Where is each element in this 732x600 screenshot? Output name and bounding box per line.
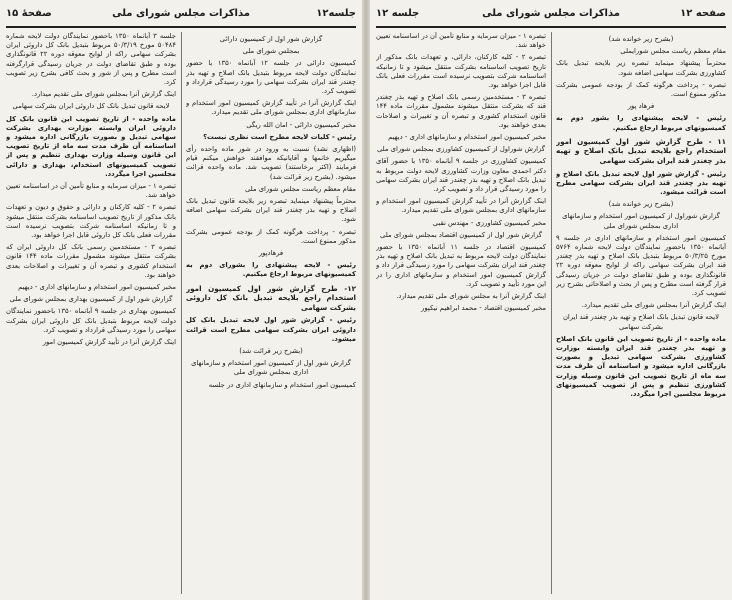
column-divider [551,32,552,594]
left-page [0,0,362,600]
paragraph: گزارش شور اول از کمیسیون امور استخدام و سازمانهای اداری بمجلس شورای ملی [191,359,351,377]
paragraph: گزارش شوراول از کمیسیون کشاورزی بمجلس شورای ملی [376,145,546,154]
paragraph: (بشرح زیر خوانده شد) [608,200,674,209]
header-page-number: صفحه ۱۲ [680,8,726,19]
header-title: مذاکرات مجلس شورای ملی [112,8,250,19]
paragraph: رئیس - لایحه پیشنهادی را بشورای دوم به کمیسیونهای مربوط ارجاع میکنیم. [186,261,356,279]
paragraph: محترماً پیشنهاد مینماید تبصره زیر بلایحه قانون تبدیل بانک اصلاح و تهیه بذر چغندر قند ایران بشرکت سهامی اضافه شود. [186,197,356,224]
paragraph: مقام معظم ریاست مجلس شورای ملی [245,184,356,193]
paragraph: گزارش شور اول از کمیسیون دارائی [219,35,323,43]
paragraph: رئیس - کلیات لایحه مطرح است نظری نیست؟ [203,132,356,141]
paragraph: ماده واحده - از تاریخ تصویب این قانون بانک کل داروئی ایران وابسته بوزارت بهداری بشرکت سهامی تبدیل و بصورت بازرگانی اداره میشود و اساسنامه آن ظرف مدت سه ماه از تاریخ تصویب این قانون وسیله وزارت بهداری تنظیم و پس از تصویب کمیسیونهای استخدام، بهداری و دارائی مجلسین اجرا میگردد. [6,114,176,178]
paragraph: فرهادپور [258,249,284,258]
header-title: مذاکرات مجلس شورای ملی [482,8,620,19]
paragraph: کمیسیون امور استخدام و سازمانهای اداری در جلسه [208,380,356,389]
paragraph: مخبر کمیسیون کشاورزی - مهندس نقبی [432,218,546,227]
paragraph: فرهاد پور [627,102,655,111]
section-heading: ۱۲- طرح گزارش شور اول کمیسیون امور استخدام راجع بلایحه تبدیل بانک کل داروئی بشرکت سهامی [186,283,356,312]
paragraph: (بشرح زیر خوانده شد) [608,35,674,43]
paragraph: لایحه قانون تبدیل بانک کل داروئی ایران بشرکت سهامی [12,102,170,111]
paragraph: تبصره - پرداخت هرگونه کمک از بودجه عمومی بشرکت مذکور ممنوع است. [186,227,356,245]
paragraph: اینک گزارش آنرا به مجلس شورای ملی تقدیم میدارد. [396,292,546,301]
paragraph: مقام معظم ریاست مجلس شورایملی [620,47,726,56]
paragraph: جلسه ۳ آبانماه ۱۳۵۰ باحضور نمایندگان دولت لایحه شماره ۵۰۴۸۴ مورخ ۵۰/۳/۱۹ مربوط بتبدیل بانک کل داروئی ایران بشرکت سهامی راکه از لوایح معوقه دوره ۲۲ قانونگذاری بوده و طبق تقاضای دولت در جریان رسیدگی قرارگرفته است مطرح و پس از شور و بحث کافی بشرح زیر تصویب کرد. [6,32,176,87]
text-column-left [6,32,176,596]
paragraph: تبصره ۱ - میزان سرمایه و منابع تأمین آن در اساسنامه تعیین خواهد شد. [376,32,546,50]
paragraph: اینک گزارش آنرا بمجلس شورای ملی تقدیم میدارد. [581,301,726,310]
book-gutter [362,0,370,600]
text-column-right [186,32,356,596]
paragraph: مخبر کمیسیون دارائی - امان الله ریگی [246,120,356,129]
paragraph: رئیس - گزارش شور اول لایحه تبدیل بانک کل داروئی ایران بشرکت سهامی مطرح است قرائت میشود. [186,316,356,343]
text-column-left [376,32,546,596]
paragraph: محترماً پیشنهاد مینماید تبصره زیر بلایحه تبدیل بانک کشاورزی بشرکت سهامی اضافه شود. [556,59,726,77]
paragraph: تبصره ۱ - میزان سرمایه و منابع تأمین آن در اساسنامه تعیین خواهد شد. [6,182,176,200]
paragraph: مخبر کمیسیون امور استخدام و سازمانهای اداری - دیهیم [18,283,176,292]
page-header [376,6,726,24]
paragraph: لایحه قانون تبدیل بانک اصلاح و تهیه بذر چغندر قند ایران بشرکت سهامی [562,313,720,331]
right-page [370,0,732,600]
paragraph: ماده واحده - از تاریخ تصویب این قانون بانک اصلاح و تهیه بذر چغندر قند ایران وابسته بوزارت کشاورزی بشرکت سهامی تبدیل و بصورت بازرگانی اداره میشود و اساسنامه آن ظرف مدت سه ماه از تاریخ تصویب این قانون وسیله وزارت کشاورزی تنظیم و پس از تصویب کمیسیونهای مربوط مجلسین اجرا میگردد. [556,334,726,399]
column-divider [181,32,182,594]
paragraph: اینک گزارش آنرا در تأیید گزارش کمیسیون امور [42,338,176,347]
header-session: جلسه ۱۲ [376,8,420,19]
section-heading: ۱۱ - طرح گزارش شور اول کمیسیون امور استخدام راجع بلایحه تبدیل بانک اصلاح و تهیه بذر چغندر قند ایران بشرکت سهامی [556,136,726,166]
paragraph: گزارش شور اول از کمیسیون اقتصاد بمجلس شورای ملی [380,230,542,239]
paragraph: تبصره - پرداخت هرگونه کمک از بودجه عمومی بشرکت مذکور ممنوع است. [556,80,726,99]
paragraph: رئیس - لایحه پیشنهادی را بشور دوم به کمیسیونهای مربوط ارجاع میکنیم. [556,114,726,132]
paragraph: کمیسیون دارائی در جلسه ۱۲ آبانماه ۱۳۵۰ با حضور نمایندگان دولت لایحه مربوط بتبدیل بانک اصلاح و تهیه بذر چغندر قند ایران بشرکت سهامی را مورد رسیدگی قرارداد و تصویب کرد. [186,59,356,96]
paragraph: مخبر کمیسیون اقتصاد - محمد ابراهیم نیکپور [421,304,546,313]
paragraph: کمیسیون بهداری در جلسه ۹ آبانماه ۱۳۵۰ باحضور نمایندگان دولت لایحه مربوط بتبدیل بانک کل داروئی ایران بشرکت سهامی را مورد رسیدگی قرارداد و تصویب کرد. [6,307,176,334]
paragraph: (بشرح زیر قرائت شد) [239,347,303,356]
paragraph: مخبر کمیسیون امور استخدام و سازمانهای اداری - دیهیم [388,133,546,142]
paragraph: (اظهاری نشد) نسبت به ورود در شور ماده واحده رأی میگیریم خانمها و آقایانیکه موافقند خواهش میکنم قیام فرمایند (اکثر برخاستند) تصویب شد. ماده واحده قرائت میشود. (بشرح زیر قرائت شد) [186,145,356,181]
header-rule [6,26,356,28]
paragraph: کمیسیون کشاورزی در جلسه ۹ آبانماه ۱۳۵۰ با حضور آقای دکتر احمدی معاون وزارت کشاورزی لایحه دولت مربوط به تبدیل بانک اصلاح و تهیه بذر چغندر قند ایران بشرکت سهامی را مورد رسیدگی قرار داد و تصویب کرد. [376,157,546,194]
paragraph: اینک گزارش آنرا در تأیید گزارش کمیسیون امور استخدام و سازمانهای اداری بمجلس شورای ملی تقدیم میدارد. [376,197,546,215]
page-header [6,6,356,24]
paragraph: کمیسیون اقتصاد در جلسه ۱۱ آبانماه ۱۳۵۰ با حضور نمایندگان دولت لایحه مربوط به تبدیل بانک اصلاح و تهیه بذر چغندر قند ایران بشرکت سهامی را مورد رسیدگی قرار داد و گزارش کمیسیون امور استخدام و سازمانهای اداری را در این مورد تأیید و تصویب کرد. [376,243,546,288]
paragraph: گزارش شوراول از کمیسیون امور استخدام و سازمانهای اداری بمجلس شورای ملی [562,212,720,230]
paragraph: رئیس - گزارش شور اول لایحه تبدیل بانک اصلاح و تهیه بذر چغندر قند ایران بشرکت سهامی مطرح است قرائت میشود. [556,169,726,197]
paragraph: بمجلس شورای ملی [242,47,300,56]
paragraph: تبصره ۳ - مستخدمین رسمی بانک اصلاح و تهیه بذر چغندر قند که بشرکت منتقل میشوند مشمول مقررات ماده ۱۴۴ قانون استخدام کشوری و تبصره آن و تغییرات و اصلاحات بعدی خواهند بود. [376,93,546,129]
header-page-number: صفحهٔ ۱۵ [6,8,52,19]
paragraph: اینک گزارش آنرا بمجلس شورای ملی تقدیم میدارد. [31,90,176,99]
paragraph: کمیسیون امور استخدام و سازمانهای اداری در جلسه ۹ آبانماه ۱۳۵۰ باحضور نمایندگان دولت لایحه شماره ۵۷۶۴ مورخ ۵۰/۳/۲۵ مربوط بتبدیل بانک اصلاح و تهیه بذر چغندر قند ایران بشرکت سهامی راکه از لوایح معوقه دوره ۲۲ قانونگذاری بوده و طبق تقاضای دولت در جریان رسیدگی قرار گرفته است مطرح و پس از بحث و اصلاحاتی بشرح زیر تصویب کرد. [556,233,726,298]
text-column-right [556,32,726,596]
paragraph: تبصره ۲ - کلیه کارکنان و دارائی و حقوق و دیون و تعهدات بانک مذکور از تاریخ تصویب اساسنامه بشرکت منتقل میشود و تا زمانیکه اساسنامه شرکت بتصویب نرسیده است مقررات فعلی بانک کل داروئی قابل اجرا خواهد بود. [6,203,176,240]
header-rule [376,26,726,28]
paragraph: تبصره ۳ - مستخدمین رسمی بانک کل داروئی ایران که بشرکت منتقل میشوند مشمول مقررات ماده ۱۴۴ قانون استخدام کشوری و تبصره آن و تغییرات و اصلاحات بعدی خواهند بود. [6,243,176,279]
paragraph: اینک گزارش آنرا در تأیید گزارش کمیسیون امور استخدام و سازمانهای اداری بمجلس شورای ملی تقدیم میدارد. [186,99,356,117]
paragraph: گزارش شور اول از کمیسیون بهداری بمجلس شورای ملی [9,295,173,304]
paragraph: تبصره ۲ - کلیه کارکنان، دارائی، و تعهدات بانک مذکور از تاریخ تصویب اساسنامه بشرکت منتقل میشود و تا زمانیکه اساسنامه شرکت بتصویب نرسیده است مقررات فعلی بانک قابل اجرا خواهد بود. [376,53,546,90]
header-session: جلسه۱۲ [316,8,356,19]
